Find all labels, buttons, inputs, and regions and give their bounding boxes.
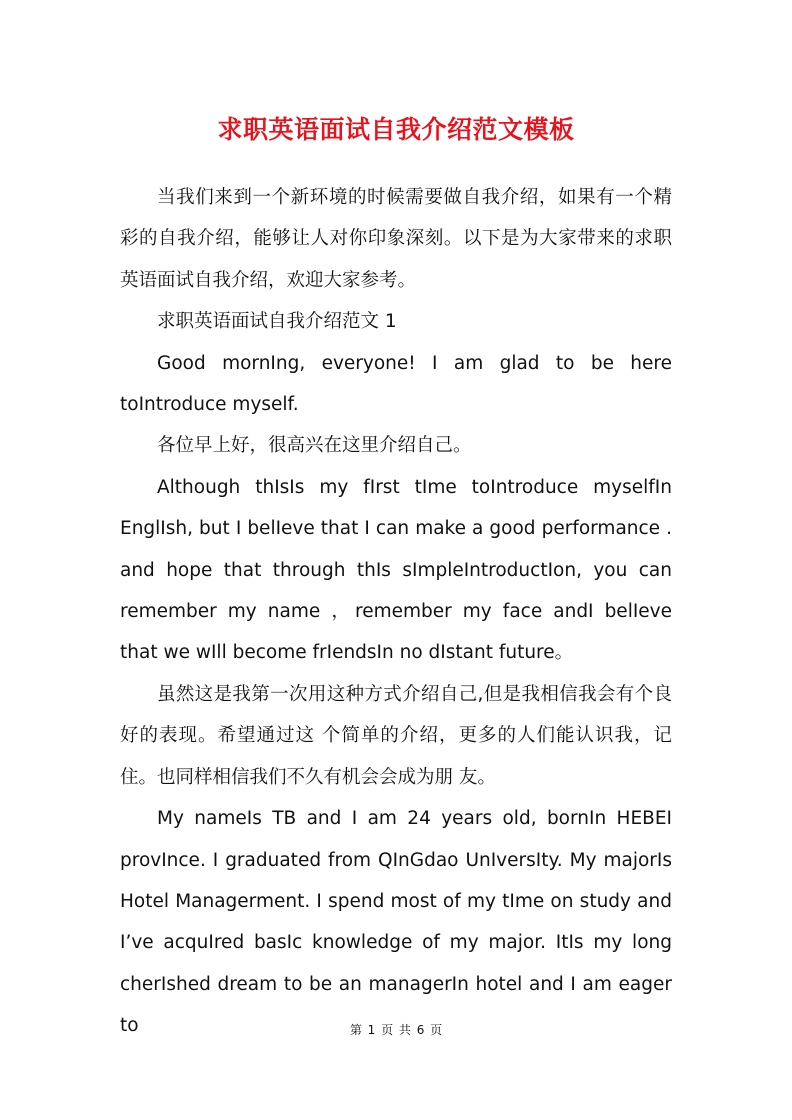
page-number-footer: 第 1 页 共 6 页: [349, 1023, 443, 1037]
english-background-paragraph: My nameIs TB and I am 24 years old, bornIn HEBEI provInce. I graduated from QInGdao UnIversIty. My majorIs Hotel Managerment. I spend most of my tIme on study and I’ve acquIred basIc knowledge of my major. ItIs my long cherIshed dream to be an managerIn hotel and I am eager to: [120, 808, 672, 1037]
chinese-greeting-paragraph: 各位早上好，很高兴在这里介绍自己。: [157, 435, 472, 457]
document-title: 求职英语面试自我介绍范文模板: [217, 115, 575, 144]
intro-paragraph: 当我们来到一个新环境的时候需要做自我介绍，如果有一个精彩的自我介绍，能够让人对你印象深刻。以下是为大家带来的求职英语面试自我介绍，欢迎大家参考。: [120, 187, 672, 291]
section-heading: 求职英语面试自我介绍范文 1: [157, 311, 397, 333]
document-body: [120, 177, 672, 1047]
chinese-intro-paragraph: 虽然这是我第一次用这种方式介绍自己,但是我相信我会有个良好的表现。希望通过这 个简单的介绍，更多的人们能认识我，记住。也同样相信我们不久有机会会成为朋 友。: [120, 683, 672, 788]
english-intro-paragraph: Although thIsIs my fIrst tIme toIntroduce myselfIn EnglIsh, but I belIeve that I can make a good performance . and hope that through thIs sImpleIntroductIon, you can remember my name ，remember my face andI belIeve that we wIll become frIendsIn no dIstant future。: [120, 476, 672, 664]
english-greeting-paragraph: Good mornIng, everyone! I am glad to be here toIntroduce myself.: [120, 352, 672, 416]
